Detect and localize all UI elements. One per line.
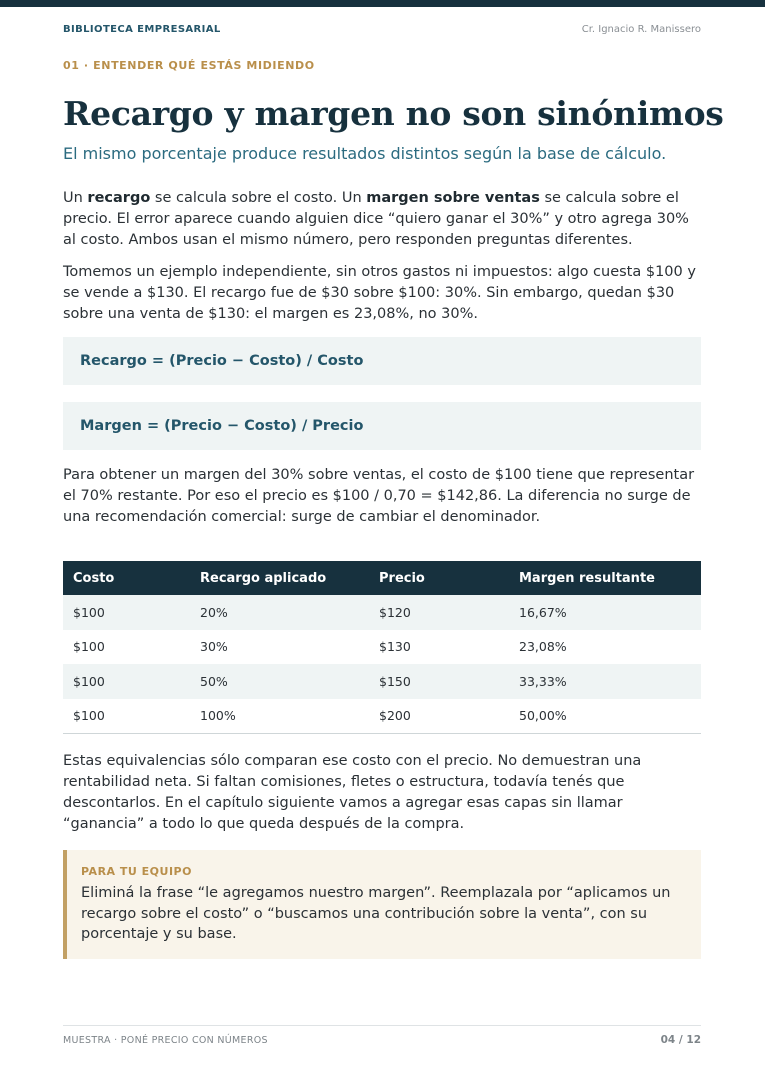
text-run: se calcula sobre el costo. Un xyxy=(150,190,367,206)
table-cell: $200 xyxy=(369,699,509,734)
paragraph-caveat: Estas equivalencias sólo comparan ese costo con el precio. No demuestran una rentabilidad neta. Si faltan comisiones, fletes o estructura, todavía tenés que descontarlos. En el capítulo siguiente vamos a agregar esas capas sin llamar “ganancia” a todo lo que queda después de la compra. xyxy=(63,753,642,832)
paragraph-example: Tomemos un ejemplo independiente, sin otros gastos ni impuestos: algo cuesta $100 y se vende a $130. El recargo fue de $30 sobre $100: 30%. Sin embargo, quedan $30 sobre una venta de $130: el margen es 23,08%, no 30%. xyxy=(63,264,696,322)
section-eyebrow: 01 · ENTENDER QUÉ ESTÁS MIDIENDO xyxy=(63,59,315,72)
table-row xyxy=(63,664,701,699)
paragraph-denominator: Para obtener un margen del 30% sobre ventas, el costo de $100 tiene que representar el 70% restante. Por eso el precio es $100 / 0,70 = $142,86. La diferencia no surge de una recomendación comercial: surge de cambiar el denominador. xyxy=(63,467,695,525)
column-header-margen: Margen resultante xyxy=(509,561,701,595)
table-cell: $100 xyxy=(63,595,190,630)
callout-text: Eliminá la frase “le agregamos nuestro margen”. Reemplazala por “aplicamos un recargo sobre el costo” o “buscamos una contribución sobre la venta”, con su porcentaje y su base. xyxy=(81,885,671,942)
column-header-recargo: Recargo aplicado xyxy=(190,561,369,595)
table-cell: $150 xyxy=(369,664,509,699)
table-row xyxy=(63,595,701,630)
page-number: 04 / 12 xyxy=(660,1034,701,1046)
page-title: Recargo y margen no son sinónimos xyxy=(63,94,724,133)
table-cell: $100 xyxy=(63,664,190,699)
table-cell: $100 xyxy=(63,699,190,734)
footer-book-title: MUESTRA · PONÉ PRECIO CON NÚMEROS xyxy=(63,1035,268,1046)
table-cell: $100 xyxy=(73,639,105,655)
table-cell: $130 xyxy=(379,639,411,655)
table-cell: $120 xyxy=(369,595,509,630)
table-row xyxy=(63,699,701,734)
table-cell: 100% xyxy=(190,699,369,734)
team-tip-callout xyxy=(63,850,701,959)
table-cell: 16,67% xyxy=(509,595,701,630)
table-cell: 50,00% xyxy=(509,699,701,734)
table-cell: 23,08% xyxy=(519,639,567,655)
paragraph-definitions xyxy=(63,188,703,251)
table-cell: 30% xyxy=(200,639,228,655)
table-cell: 33,33% xyxy=(509,664,701,699)
term-recargo: recargo xyxy=(87,190,151,206)
formula-recargo: Recargo = (Precio − Costo) / Costo xyxy=(63,337,701,385)
top-accent-bar xyxy=(0,0,765,7)
table-header-row xyxy=(63,561,701,595)
page-subtitle: El mismo porcentaje produce resultados distintos según la base de cálculo. xyxy=(63,144,667,163)
text-run: Un xyxy=(63,190,88,206)
text-run: se calcula sobre el precio. El error aparece cuando alguien dice “quiero ganar el 30%” y otro agrega 30% al costo. Ambos usan el mismo número, pero responden preguntas diferentes. xyxy=(63,190,689,248)
column-header-precio: Precio xyxy=(369,561,509,595)
table-row xyxy=(63,630,701,665)
callout-label: PARA TU EQUIPO xyxy=(81,865,192,878)
footer-divider xyxy=(63,1025,701,1026)
table-cell: 50% xyxy=(190,664,369,699)
column-header-costo: Costo xyxy=(63,561,190,595)
comparison-table xyxy=(63,561,701,734)
formula-margen: Margen = (Precio − Costo) / Precio xyxy=(63,402,701,450)
author-name: Cr. Ignacio R. Manissero xyxy=(581,24,701,35)
table-cell: 20% xyxy=(190,595,369,630)
term-margen-sobre-ventas: margen sobre ventas xyxy=(366,190,540,206)
brand-label: BIBLIOTECA EMPRESARIAL xyxy=(63,24,221,35)
